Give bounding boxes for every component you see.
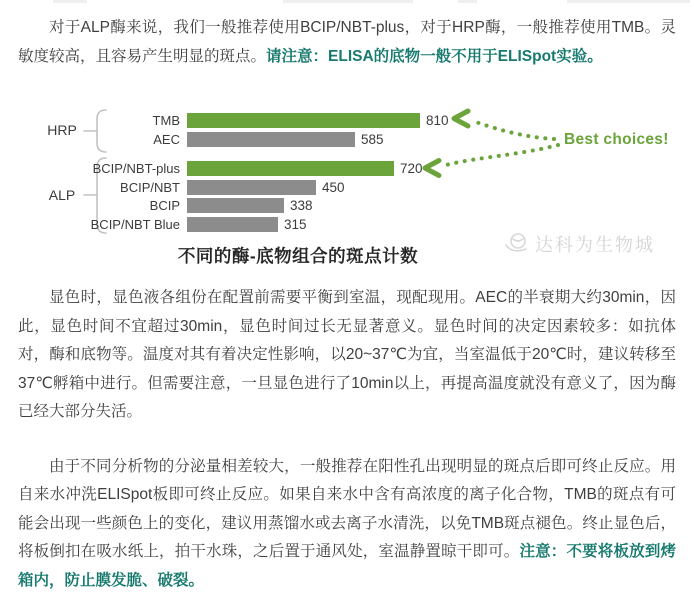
cropped-text-artifact: [567, 0, 690, 3]
bar-value: 585: [361, 132, 384, 147]
emphasis-note: 请注意：ELISA的底物一般不用于ELISpot实验。: [266, 48, 603, 65]
bar: [187, 198, 284, 213]
arrowhead-icon: [454, 111, 468, 126]
best-choices-annotation: Best choices!: [564, 131, 669, 149]
bar: [187, 132, 355, 147]
paragraph-text: 显色时，显色液各组份在配置前需要平衡到室温，现配现用。AEC的半衰期大约30min，因此，显色时间不宜超过30min，显色时间过长无显著意义。显色时间的决定因素较多：如抗体对，酶和底物等。温度对其有着决定性影响，以20~37℃为宜，当室温低于20℃时，建议转移至37℃孵箱中进行。但需要注意，一旦显色进行了10min以上，再提高温度就没有意义了，因为酶已经大部分失活。: [18, 289, 676, 420]
globe-hand-icon: [503, 231, 529, 257]
bar-label: BCIP/NBT Blue: [18, 217, 180, 232]
bar-label: AEC: [18, 132, 180, 147]
development-paragraph: [18, 284, 676, 427]
paragraph-text: 对于ALP酶来说，我们一般推荐使用BCIP/NBT-plus，对于HRP酶，一般推荐使用TMB。灵敏度较高，且容易产生明显的斑点。: [18, 19, 676, 65]
bar-label: TMB: [18, 113, 180, 128]
bar: [187, 217, 278, 232]
group-label-alp: ALP: [40, 187, 84, 203]
dotted-arrow-upper: [473, 121, 554, 139]
intro-paragraph: [18, 0, 676, 71]
paragraph-text: 由于不同分析物的分泌量相差较大，一般推荐在阳性孔出现明显的斑点后即可终止反应。用自来水冲洗ELISpot板即可终止反应。如果自来水中含有高浓度的离子化合物，TMB的斑点有可能会出现一些颜色上的变化，建议用蒸馏水或去离子水清洗，以免TMB斑点褪色。终止显色后，将板倒扣在吸水纸上，拍干水珠，之后置于通风处，室温静置晾干即可。: [18, 458, 676, 561]
bar-value: 338: [290, 198, 313, 213]
spot-count-chart: [18, 95, 676, 235]
chart-bar-row-aec: [18, 132, 384, 147]
bar-label: BCIP: [18, 198, 180, 213]
bar-label: BCIP/NBT-plus: [18, 161, 180, 176]
watermark: [503, 231, 655, 257]
watermark-text: 达科为生物城: [535, 231, 655, 257]
cropped-text-artifact: [283, 0, 413, 3]
bar-value: 450: [322, 180, 345, 195]
bar-highlighted: [187, 113, 420, 128]
bar-value: 810: [426, 113, 449, 128]
cropped-text-artifact: [53, 0, 87, 3]
bar-label: BCIP/NBT: [18, 180, 180, 195]
stop-reaction-paragraph: [18, 453, 676, 595]
group-label-hrp: HRP: [40, 122, 84, 138]
arrowhead-icon: [425, 161, 439, 176]
bar: [187, 180, 316, 195]
emphasis-note: 注意：不要将板放到烤箱内，防止膜发脆、破裂。: [18, 543, 676, 589]
bar-value: 720: [400, 161, 423, 176]
cropped-text-artifact: [458, 0, 477, 3]
dotted-arrow-lower: [446, 145, 558, 165]
chart-bar-row-bcip: [18, 198, 313, 213]
bar-highlighted: [187, 161, 394, 176]
chart-bar-row-tmb: [18, 113, 449, 128]
chart-bar-row-bcip-nbt: [18, 180, 345, 195]
chart-bar-row-bcip-nbt-plus: [18, 161, 423, 176]
bar-value: 315: [284, 217, 307, 232]
chart-title: 不同的酶-底物组合的斑点计数: [18, 243, 578, 268]
chart-bar-row-bcip-nbt-blue: [18, 217, 307, 232]
